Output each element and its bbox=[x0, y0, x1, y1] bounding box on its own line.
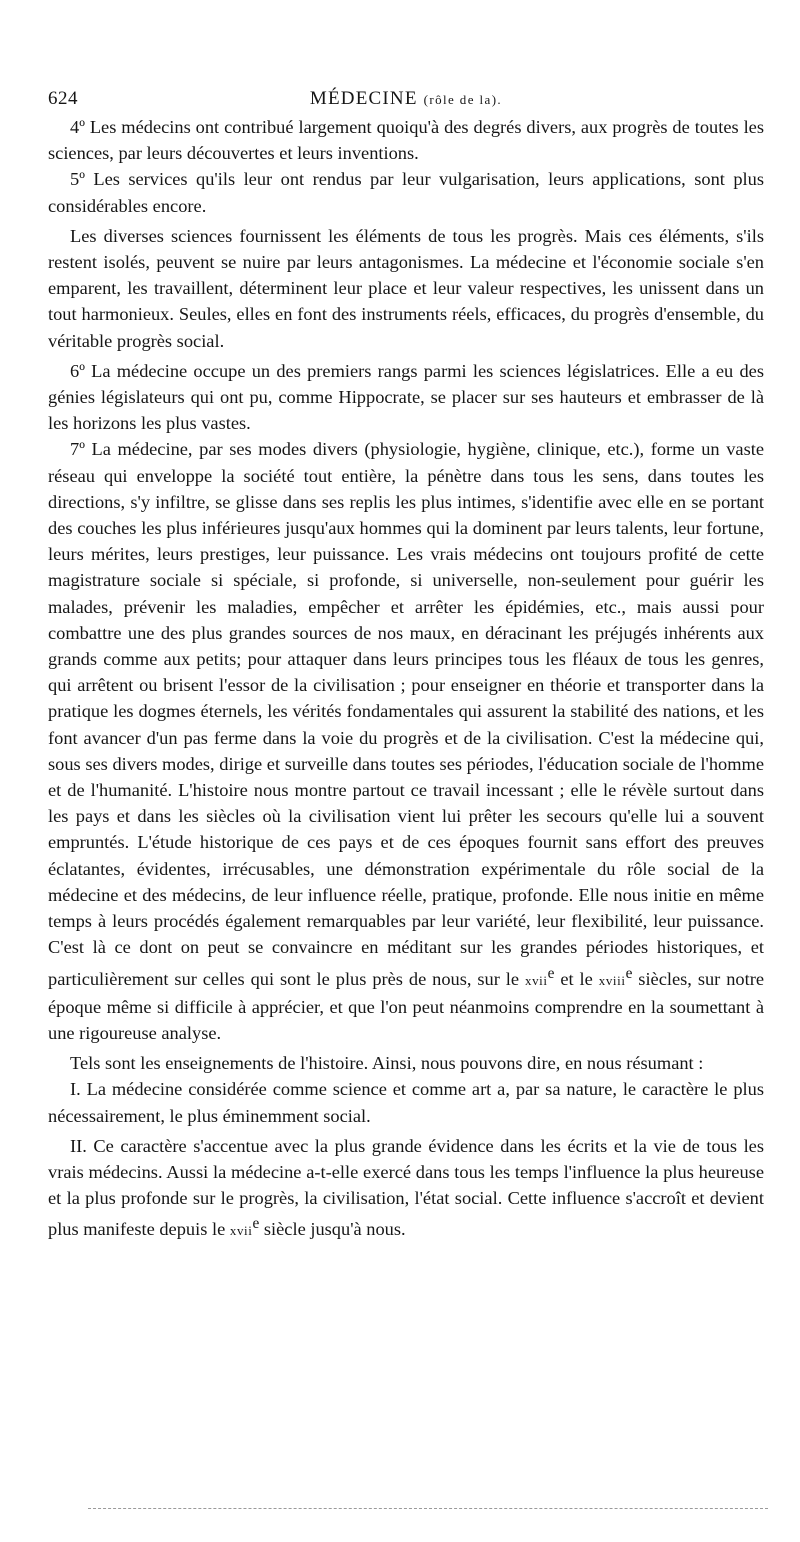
paragraph-conclusion-2-text: II. Ce caractère s'accentue avec la plus grande évidence dans les écrits et la vie de tous les vrais médecins. Aussi la médecine a-t-elle exercé dans tous les temps l'influence la plus heureuse et la plus profonde sur le progrès, la civilisation, l'état social. Cette influence s'accroît et devient plus manifeste depuis le bbox=[48, 1135, 764, 1240]
paragraph-7 bbox=[48, 436, 764, 1046]
page-number: 624 bbox=[48, 88, 78, 109]
paragraph-6: 6º La médecine occupe un des premiers rangs parmi les sciences législatrices. Elle a eu des génies législateurs qui ont pu, comme Hippocrate, se placer sur ses hauteurs et embrasser de là les horizons les plus vastes. bbox=[48, 360, 764, 434]
running-title-main: MÉDECINE bbox=[309, 88, 418, 109]
paragraph-7-end: siècles, sur notre époque même si difficile à apprécier, et que l'on peut néanmoins comprendre en la soumettant à une rigoureuse analyse. bbox=[48, 968, 764, 1044]
century-xvii-2: xvii bbox=[229, 1223, 253, 1239]
running-head bbox=[48, 84, 764, 114]
paragraph-summary-intro: Tels sont les enseignements de l'histoire. Ainsi, nous pouvons dire, en nous résumant : bbox=[70, 1053, 704, 1074]
century-xvii-2-sup: e bbox=[252, 1215, 260, 1233]
paragraph-conclusion-2 bbox=[48, 1133, 764, 1245]
paragraph-sciences: Les diverses sciences fournissent les éléments de tous les progrès. Mais ces éléments, s'ils restent isolés, peuvent se nuire par leurs antagonismes. La médecine et l'économie sociale s'en emparent, les travaillent, déterminent leur place et leur valeur respectives, les unissent dans un tout harmonieux. Seules, elles en font des instruments réels, efficaces, du progrès d'ensemble, du véritable progrès social. bbox=[48, 225, 764, 351]
book-page bbox=[48, 84, 764, 1245]
running-title-sub: (rôle de la). bbox=[423, 92, 503, 107]
century-xviii-sup: e bbox=[625, 964, 633, 982]
paragraph-4: 4º Les médecins ont contribué largement quoiqu'à des degrés divers, aux progrès de toutes les sciences, par leurs découvertes et leurs inventions. bbox=[48, 117, 764, 164]
paragraph-7-text: 7º La médecine, par ses modes divers (physiologie, hygiène, clinique, etc.), forme un vaste réseau qui enveloppe la société tout entière, la pénètre dans tous les sens, dans toutes les directions, s'y infiltre, se glisse dans ses replis les plus intimes, s'identifie avec elle en se portant des couches les plus inférieures jusqu'aux hommes qui la dominent par leurs talents, leur fortune, leurs mérites, leurs prestiges, leur puissance. Les vrais médecins ont toujours profité de cette magistrature sociale si spéciale, si profonde, si universelle, non-seulement pour guérir les malades, prévenir les maladies, empêcher et arrêter les épidémies, etc., mais aussi pour combattre une des plus grandes sources de nos maux, en déracinant les préjugés inhérents aux grands comme aux petits; pour attaquer dans leurs principes tous les fléaux de tous les genres, qui arrêtent ou brisent l'essor de la civilisation ; pour enseigner en théorie et transporter dans la pratique les dogmes éternels, les vérités fondamentales qui assurent la stabilité des nations, et les font avancer d'un pas ferme dans la voie du progrès et de la civilisation. C'est la médecine qui, sous ses divers modes, dirige et surveille dans toutes ses périodes, l'éducation sociale de l'homme et de l'humanité. L'histoire nous montre partout ce travail incessant ; elle le révèle surtout dans les pays et dans les siècles où la civilisation vient lui prêter les secours qu'elle lui a souvent empruntés. L'étude historique de ces pays et de ces époques fournit sans effort des preuves éclatantes, évidentes, irrécusables, une démonstration expérimentale du rôle social de la médecine et des médecins, de leur influence réelle, pratique, profonde. Elle nous initie en même temps à leurs procédés également remarquables par leur variété, leur flexibilité, leur puissance. C'est là ce dont on peut se convaincre en méditant sur les grandes périodes historiques, et particulièrement sur celles qui sont le plus près de nous, sur le bbox=[48, 439, 764, 989]
paragraph-conclusion-1: I. La médecine considérée comme science et comme art a, par sa nature, le caractère le plus nécessairement, le plus éminemment social. bbox=[48, 1079, 764, 1126]
paragraph-5: 5º Les services qu'ils leur ont rendus par leur vulgarisation, leurs applications, sont plus considérables encore. bbox=[48, 169, 764, 216]
century-xviii: xviii bbox=[598, 972, 626, 988]
footer-rule bbox=[88, 1508, 768, 1509]
century-xvii: xvii bbox=[524, 972, 548, 988]
running-title bbox=[48, 88, 764, 110]
body-text bbox=[48, 114, 764, 1245]
century-connector: et le bbox=[554, 968, 599, 989]
century-xvii-sup: e bbox=[547, 964, 555, 982]
paragraph-conclusion-2-end: siècle jusqu'à nous. bbox=[259, 1219, 406, 1240]
